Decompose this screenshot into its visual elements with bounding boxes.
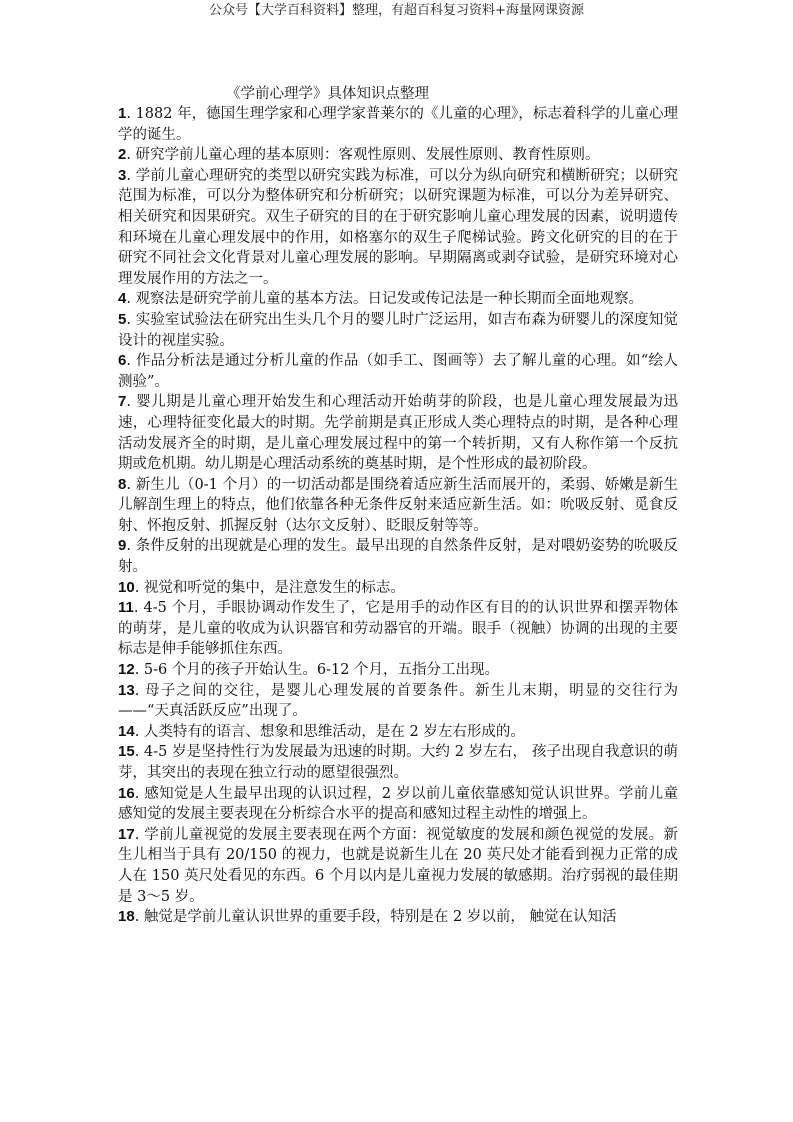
item-text: . 研究学前儿童心理的基本原则：客观性原则、发展性原则、教育性原则。	[126, 147, 600, 164]
item-number: 7	[118, 393, 127, 411]
item-text: . 4-5 岁是坚持性行为发展最为迅速的时期。大约 2 岁左右， 孩子出现自我意识的萌芽，其突出的表现在独立行动的愿望很强烈。	[118, 744, 678, 781]
item-text: . 婴儿期是儿童心理开始发生和心理活动开始萌芽的阶段，也是儿童心理发展最为迅速，心理特征变化最大的时期。先学前期是真正形成人类心理特点的时期，是各种心理活动发展齐全的时期，是儿童心理发展过程中的第一个转折期，又有人称作第一个反抗期或危机期。幼儿期是心理活动系统的奠基时期，是个性形成的最初阶段。	[118, 394, 678, 473]
list-item	[118, 475, 678, 537]
item-number: 11	[118, 599, 134, 617]
list-item	[118, 392, 678, 474]
item-number: 5	[118, 310, 127, 328]
item-text: . 学前儿童视觉的发展主要表现在两个方面：视觉敏度的发展和颜色视觉的发展。新生儿相当于具有 20/150 的视力，也就是说新生儿在 20 英尺处才能看到视力正常的成人在 150 英尺处看见的东西。6 个月以内是儿童视力发展的敏感期。治疗弱视的最佳期是 3～5 岁。	[118, 826, 678, 905]
item-text: . 感知觉是人生最早出现的认识过程，2 岁以前儿童依靠感知觉认识世界。学前儿童感知觉的发展主要表现在分析综合水平的提高和感知过程主动性的增强上。	[118, 785, 678, 823]
list-item	[118, 598, 678, 660]
list-item	[118, 722, 678, 743]
list-item	[118, 784, 678, 825]
item-number: 1	[118, 105, 127, 122]
item-text: . 1882 年，德国生理学家和心理学家普莱尔的《儿童的心理》，标志着科学的儿童心理学的诞生。	[118, 106, 678, 143]
item-text: . 母子之间的交往，是婴儿心理发展的首要条件。新生儿末期，明显的交往行为——“天真活跃反应”出现了。	[118, 682, 678, 720]
list-item	[118, 104, 678, 145]
list-item	[118, 351, 678, 392]
list-item	[118, 166, 678, 290]
item-text: . 人类特有的语言、想象和思维活动，是在 2 岁左右形成的。	[134, 723, 525, 740]
list-item	[118, 145, 678, 166]
item-text: . 学前儿童心理研究的类型以研究实践为标准，可以分为纵向研究和横断研究；以研究范围为标准，可以分为整体研究和分析研究；以研究课题为标准，可以分为差异研究、相关研究和因果研究。双生子研究的目的在于研究影响儿童心理发展的因素，说明遗传和环境在儿童心理发展中的作用，如格塞尔的双生子爬梯试验。跨文化研究的目的在于研究不同社会文化背景对儿童心理发展的影响。早期隔离或剥夺试验，是研究环境对心理发展作用的方法之一。	[118, 167, 678, 287]
item-number: 4	[118, 290, 127, 308]
item-text: . 观察法是研究学前儿童的基本方法。日记发或传记法是一种长期而全面地观察。	[126, 291, 644, 308]
list-item	[118, 907, 678, 928]
item-number: 14	[118, 722, 135, 740]
list-item	[118, 536, 678, 577]
item-number: 18	[118, 908, 135, 926]
list-item	[118, 310, 678, 351]
item-number: 10	[118, 578, 135, 596]
item-text: . 触觉是学前儿童认识世界的重要手段，特别是在 2 岁以前， 触觉在认知活	[134, 909, 617, 926]
item-number: 13	[118, 681, 135, 699]
list-item	[118, 578, 678, 599]
item-text: . 实验室试验法在研究出生头几个月的婴儿时广泛运用，如吉布森为研婴儿的深度知觉设计的视崖实验。	[118, 311, 678, 349]
item-text: . 作品分析法是通过分析儿童的作品（如手工、图画等）去了解儿童的心理。如“绘人测验”。	[118, 353, 678, 390]
list-item	[118, 825, 678, 907]
list-item	[118, 742, 678, 783]
item-text: . 5-6 个月的孩子开始认生。6-12 个月，五指分工出现。	[134, 662, 500, 679]
item-text: . 视觉和听觉的集中，是注意发生的标志。	[134, 579, 405, 596]
item-number: 15	[118, 743, 135, 761]
list-item	[118, 660, 678, 681]
item-text: . 新生儿（0-1 个月）的一切活动都是围绕着适应新生活而展开的，柔弱、娇嫩是新生儿解剖生理上的特点，他们依靠各种无条件反射来适应新生活。如：吮吸反射、觅食反射、怀抱反射、抓握反射（达尔文反射）、眨眼反射等等。	[118, 476, 678, 534]
list-item	[118, 681, 678, 722]
item-number: 17	[118, 825, 135, 843]
page-header: 公众号【大学百科资料】整理，有超百科复习资料+海量网课资源	[209, 3, 584, 18]
item-number: 16	[118, 784, 135, 802]
item-number: 8	[118, 475, 127, 493]
document-title: 《学前心理学》具体知识点整理	[226, 86, 429, 102]
item-number: 12	[118, 661, 135, 679]
item-number: 9	[118, 537, 127, 555]
item-text: . 4-5 个月，手眼协调动作发生了，它是用手的动作区有目的的认识世界和摆弄物体的萌芽，是儿童的收成为认识器官和劳动器官的开端。眼手（视触）协调的出现的主要标志是伸手能够抓住东西。	[118, 600, 678, 658]
list-item	[118, 289, 678, 310]
item-number: 6	[118, 352, 127, 370]
item-number: 3	[118, 166, 127, 184]
item-text: . 条件反射的出现就是心理的发生。最早出现的自然条件反射，是对喂奶姿势的吮吸反射。	[118, 538, 678, 576]
document-body	[118, 104, 678, 928]
item-number: 2	[118, 146, 127, 164]
